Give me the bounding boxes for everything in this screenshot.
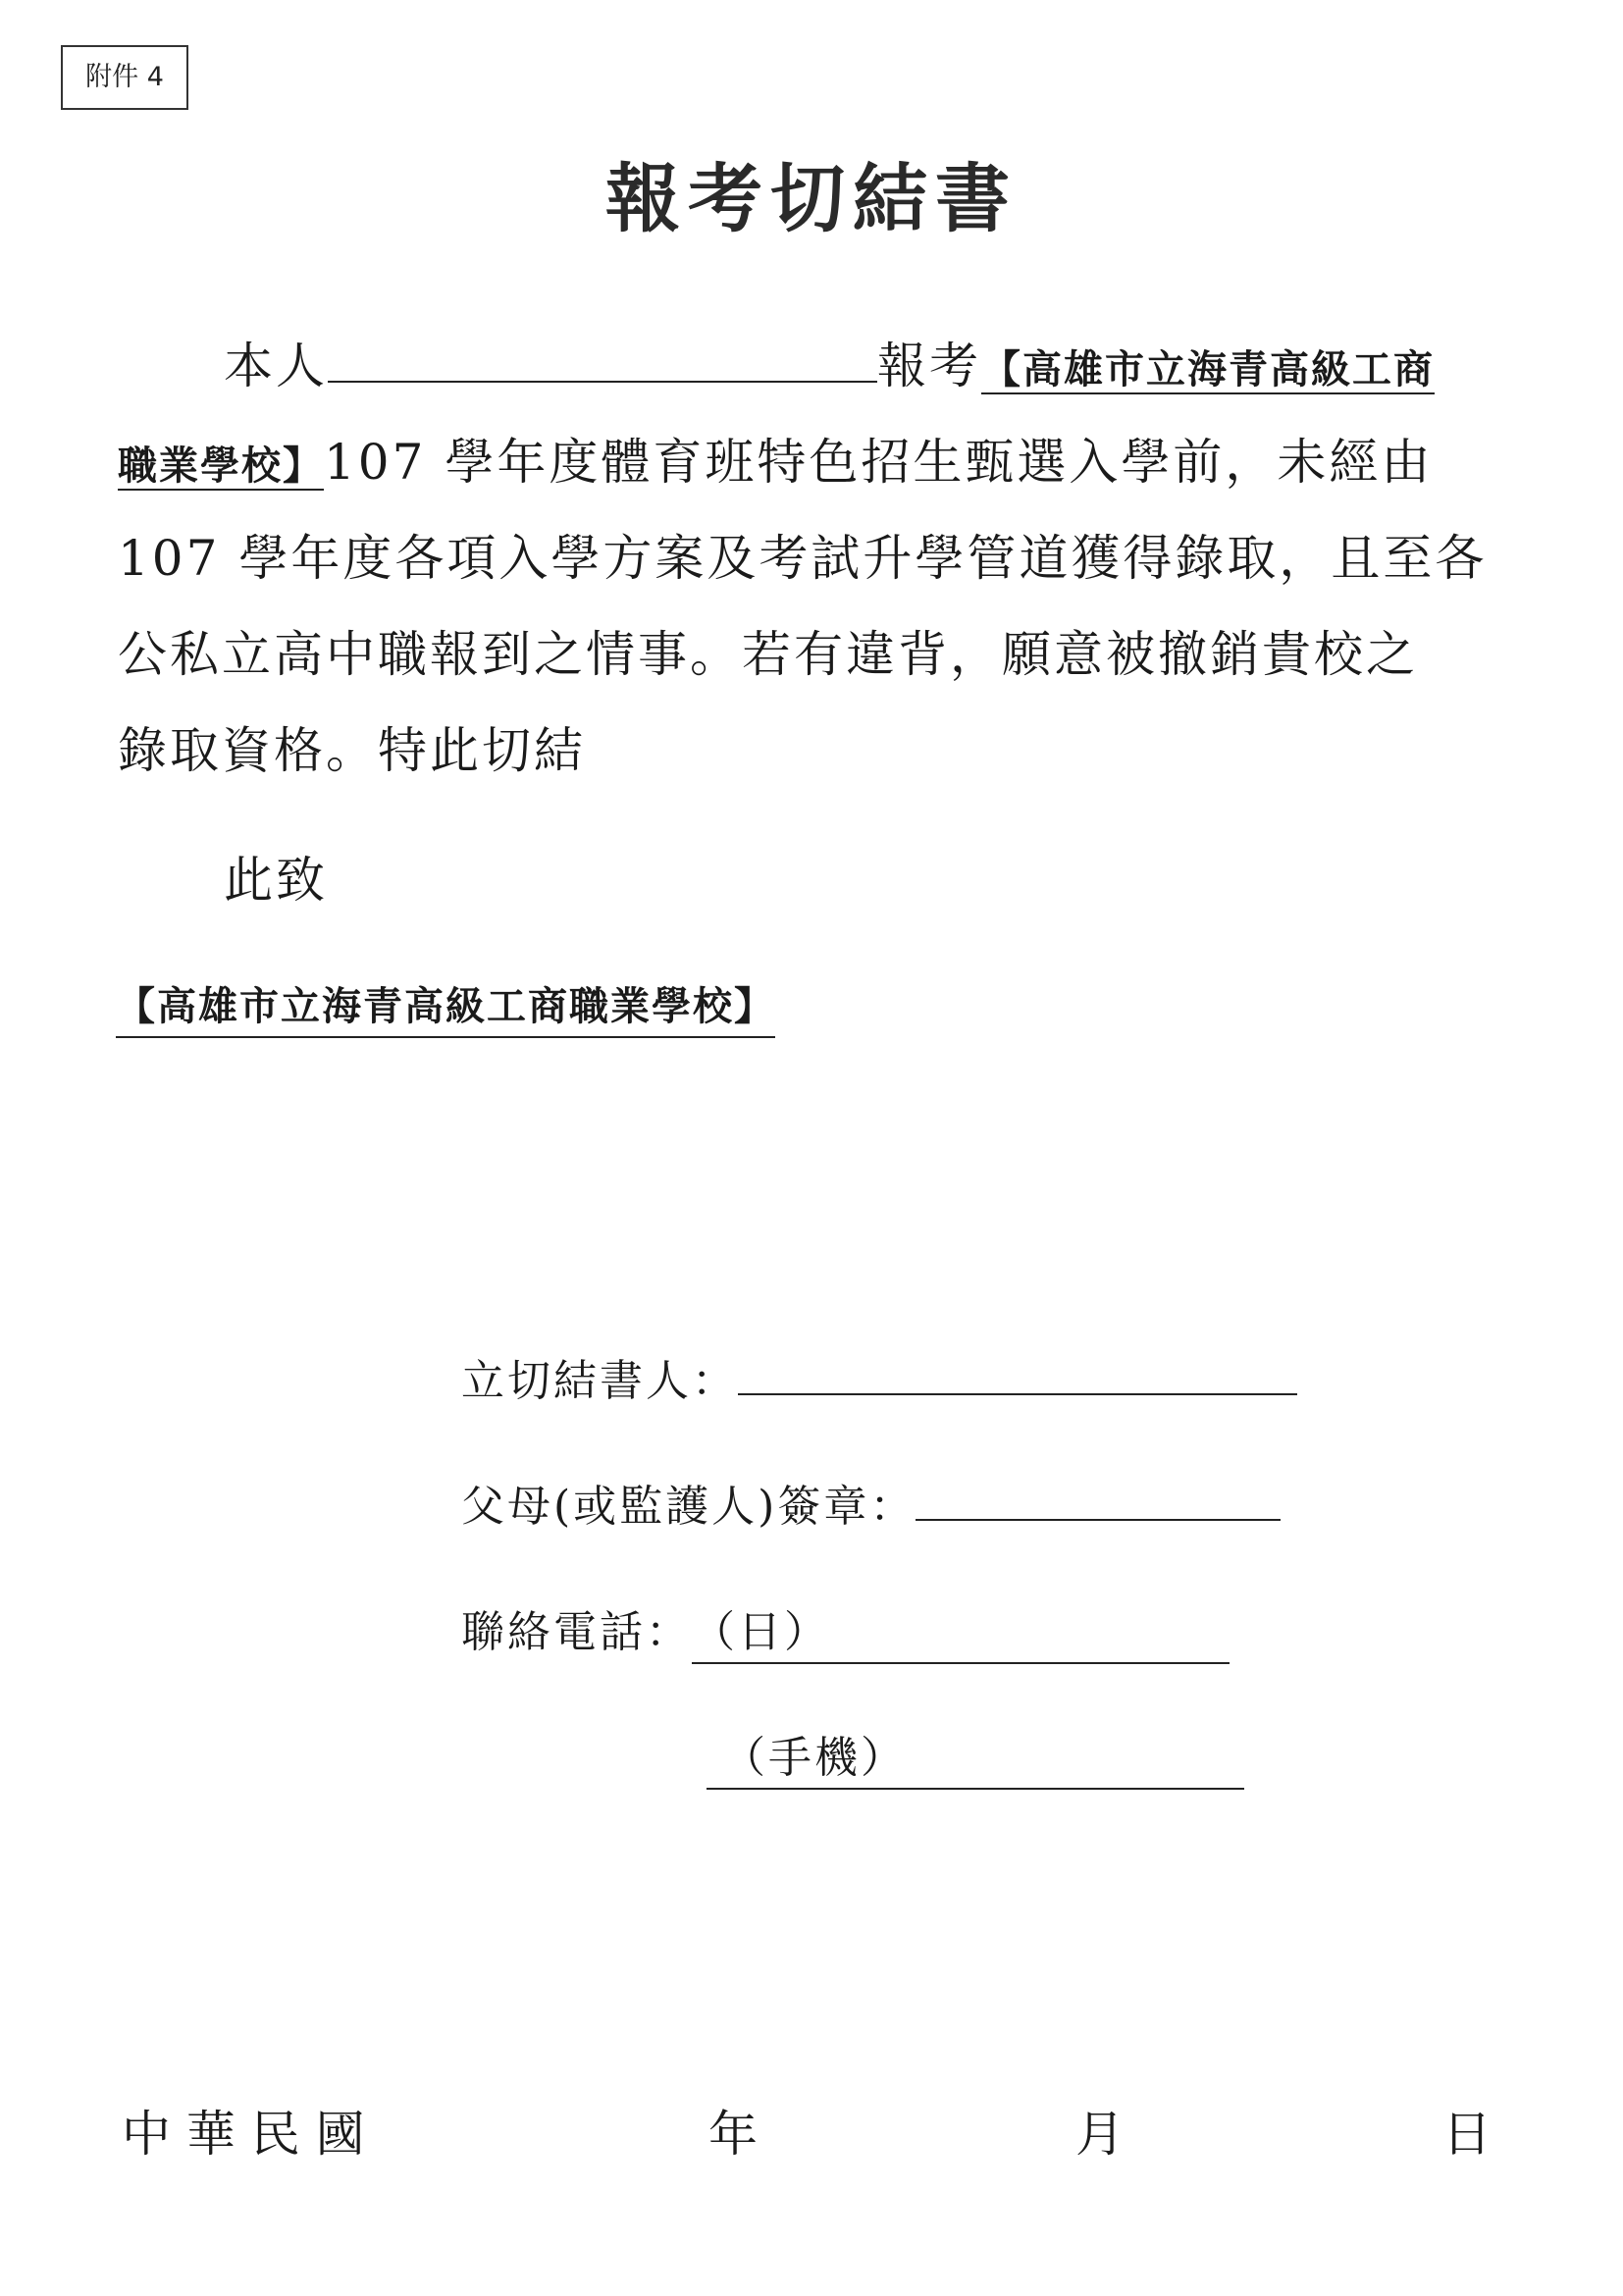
phone-mobile-label: （手機） <box>722 1733 907 1783</box>
date-day: 日 <box>1442 2106 1492 2163</box>
annex-label: 附件 4 <box>61 45 188 110</box>
mobile-row <box>707 1729 1244 1790</box>
name-blank[interactable] <box>328 336 877 383</box>
page-title: 報考切結書 <box>605 155 1018 242</box>
paragraph-line-5: 錄取資格。特此切結 <box>118 722 586 779</box>
paragraph-line-3: 107 學年度各項入學方案及考試升學管道獲得錄取，且至各 <box>118 530 1488 587</box>
paragraph-line-2 <box>118 428 1433 500</box>
phone-row <box>461 1603 1230 1664</box>
guardian-label: 父母(或監護人)簽章： <box>461 1482 916 1532</box>
signer-label: 立切結書人： <box>461 1356 738 1406</box>
date-era: 中 華 民 國 <box>122 2106 365 2163</box>
signer-blank[interactable] <box>738 1354 1297 1395</box>
paragraph-line-4: 公私立高中職報到之情事。若有違背，願意被撤銷貴校之 <box>118 626 1418 683</box>
paragraph-apply: 報考 <box>877 338 981 394</box>
signer-row <box>461 1352 1297 1411</box>
date-month: 月 <box>1075 2106 1125 2163</box>
date-year: 年 <box>708 2106 758 2163</box>
school-name-part-1: 【高雄市立海青高級工商 <box>981 346 1435 392</box>
phone-label: 聯絡電話： <box>461 1607 692 1657</box>
paragraph-line-1 <box>224 332 1435 404</box>
phone-day-label: （日） <box>692 1607 830 1657</box>
guardian-blank[interactable] <box>916 1480 1281 1521</box>
paragraph-prefix: 本人 <box>224 338 328 394</box>
paragraph-line-2-text: 107 學年度體育班特色招生甄選入學前，未經由 <box>324 434 1434 491</box>
recipient-school: 【高雄市立海青高級工商職業學校】 <box>116 977 775 1038</box>
salutation: 此致 <box>224 852 328 909</box>
guardian-row <box>461 1478 1281 1537</box>
school-name-part-2: 職業學校】 <box>118 443 324 489</box>
